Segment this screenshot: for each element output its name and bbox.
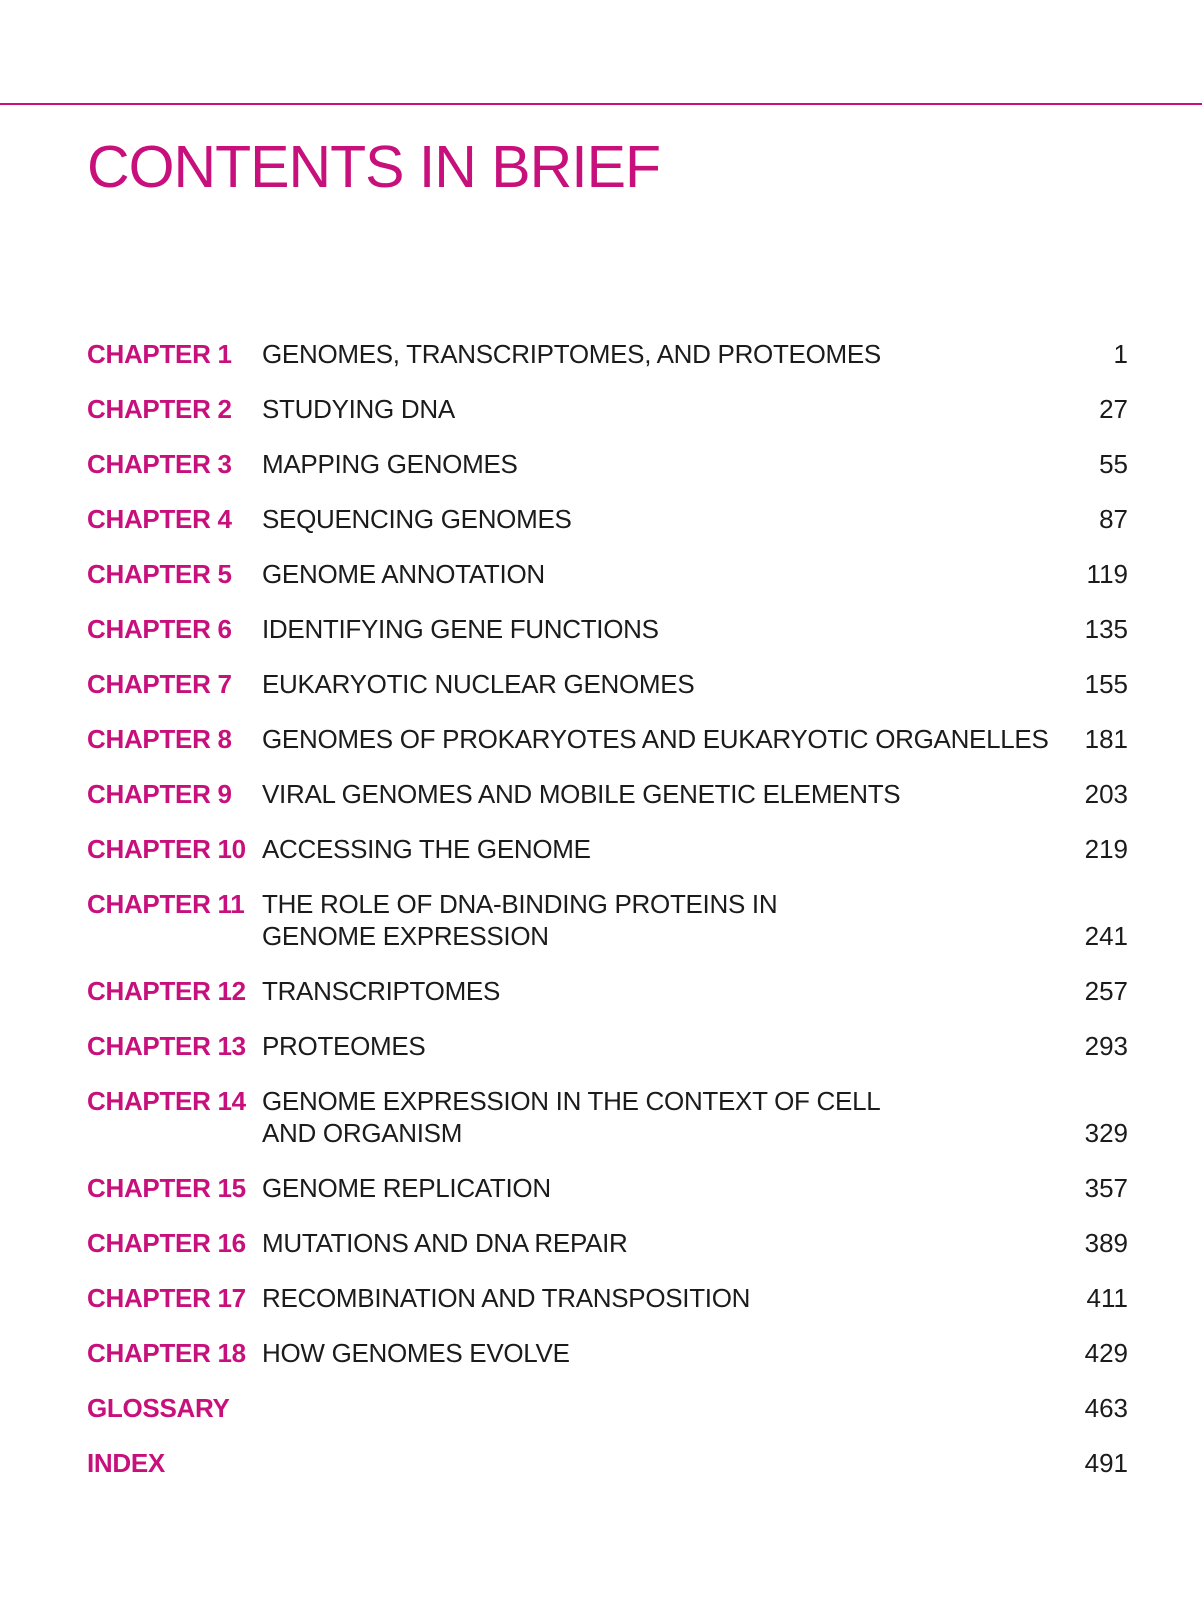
toc-entry-page-number: 257: [1084, 976, 1128, 1006]
top-rule: [0, 103, 1202, 105]
toc-entry-label: CHAPTER 18: [87, 1338, 246, 1368]
toc-entry-label: CHAPTER 14: [87, 1086, 246, 1116]
toc-entry-label: CHAPTER 1: [87, 339, 232, 369]
toc-entry-label: CHAPTER 9: [87, 779, 232, 809]
toc-entry-title: GENOME REPLICATION: [262, 1173, 551, 1203]
toc-entry[interactable]: [87, 723, 1128, 755]
toc-entry[interactable]: [87, 1392, 1128, 1424]
toc-entry-label: CHAPTER 5: [87, 559, 232, 589]
toc-entry-label: GLOSSARY: [87, 1393, 230, 1423]
toc-entry-page-number: 119: [1086, 559, 1128, 589]
toc-entry[interactable]: [87, 558, 1128, 590]
toc-entry-label: CHAPTER 12: [87, 976, 246, 1006]
toc-entry-title: SEQUENCING GENOMES: [262, 504, 572, 534]
toc-entry[interactable]: [87, 975, 1128, 1007]
toc-entry-title: RECOMBINATION AND TRANSPOSITION: [262, 1283, 751, 1313]
toc-entry-title: TRANSCRIPTOMES: [262, 976, 501, 1006]
toc-entry-title: GENOME ANNOTATION: [262, 559, 545, 589]
toc-entry-label: CHAPTER 11: [87, 889, 245, 919]
toc-entry-page-number: 293: [1084, 1031, 1128, 1061]
toc-entry-page-number: 357: [1084, 1173, 1128, 1203]
toc-entry-label: CHAPTER 16: [87, 1228, 246, 1258]
toc-entry[interactable]: [87, 1085, 1128, 1149]
table-of-contents: [87, 338, 1128, 1502]
toc-entry-page-number: 203: [1084, 779, 1128, 809]
toc-entry-label: CHAPTER 3: [87, 449, 232, 479]
toc-entry-title: GENOME EXPRESSION IN THE CONTEXT OF CELL AND ORGANISM: [262, 1086, 881, 1148]
toc-entry-page-number: 329: [1084, 1118, 1128, 1148]
toc-entry-page-number: 27: [1099, 394, 1128, 424]
toc-entry-page-number: 135: [1084, 614, 1128, 644]
toc-entry-title: VIRAL GENOMES AND MOBILE GENETIC ELEMENTS: [262, 779, 901, 809]
toc-entry[interactable]: [87, 1227, 1128, 1259]
toc-entry[interactable]: [87, 1282, 1128, 1314]
toc-entry-title: IDENTIFYING GENE FUNCTIONS: [262, 614, 659, 644]
toc-entry-label: CHAPTER 2: [87, 394, 232, 424]
toc-entry-title: THE ROLE OF DNA-BINDING PROTEINS IN GENOME EXPRESSION: [262, 889, 778, 951]
toc-entry[interactable]: [87, 448, 1128, 480]
toc-entry[interactable]: [87, 668, 1128, 700]
toc-entry-label: CHAPTER 6: [87, 614, 232, 644]
toc-entry-title: STUDYING DNA: [262, 394, 455, 424]
toc-entry-title: GENOMES, TRANSCRIPTOMES, AND PROTEOMES: [262, 339, 881, 369]
toc-entry-title: MUTATIONS AND DNA REPAIR: [262, 1228, 628, 1258]
toc-entry-page-number: 491: [1084, 1448, 1128, 1478]
toc-entry-label: CHAPTER 13: [87, 1031, 246, 1061]
toc-entry-title: ACCESSING THE GENOME: [262, 834, 591, 864]
toc-entry[interactable]: [87, 833, 1128, 865]
toc-entry-page-number: 1: [1113, 339, 1128, 369]
toc-entry-page-number: 181: [1084, 724, 1128, 754]
toc-entry-title: EUKARYOTIC NUCLEAR GENOMES: [262, 669, 695, 699]
page-title: CONTENTS IN BRIEF: [87, 134, 661, 200]
toc-entry-title: PROTEOMES: [262, 1031, 426, 1061]
toc-entry[interactable]: [87, 888, 1128, 952]
toc-entry[interactable]: [87, 778, 1128, 810]
toc-entry[interactable]: [87, 1447, 1128, 1479]
toc-entry-label: CHAPTER 4: [87, 504, 232, 534]
toc-entry-page-number: 55: [1099, 449, 1128, 479]
toc-entry-page-number: 411: [1086, 1283, 1128, 1313]
toc-entry[interactable]: [87, 1337, 1128, 1369]
toc-entry-page-number: 241: [1084, 921, 1128, 951]
toc-entry-page-number: 429: [1084, 1338, 1128, 1368]
toc-entry[interactable]: [87, 1030, 1128, 1062]
toc-entry-page-number: 389: [1084, 1228, 1128, 1258]
toc-entry-title: MAPPING GENOMES: [262, 449, 518, 479]
toc-entry-page-number: 219: [1084, 834, 1128, 864]
toc-entry-label: CHAPTER 15: [87, 1173, 246, 1203]
toc-entry-label: CHAPTER 10: [87, 834, 246, 864]
toc-entry-label: CHAPTER 17: [87, 1283, 246, 1313]
toc-entry[interactable]: [87, 393, 1128, 425]
toc-entry[interactable]: [87, 503, 1128, 535]
toc-entry[interactable]: [87, 613, 1128, 645]
toc-entry-title: HOW GENOMES EVOLVE: [262, 1338, 570, 1368]
toc-entry-page-number: 155: [1084, 669, 1128, 699]
toc-entry[interactable]: [87, 338, 1128, 370]
toc-entry-page-number: 87: [1099, 504, 1128, 534]
toc-entry-title: GENOMES OF PROKARYOTES AND EUKARYOTIC ORGANELLES: [262, 724, 1049, 754]
toc-entry[interactable]: [87, 1172, 1128, 1204]
toc-entry-label: INDEX: [87, 1448, 165, 1478]
toc-entry-page-number: 463: [1084, 1393, 1128, 1423]
toc-entry-label: CHAPTER 7: [87, 669, 232, 699]
toc-entry-label: CHAPTER 8: [87, 724, 232, 754]
